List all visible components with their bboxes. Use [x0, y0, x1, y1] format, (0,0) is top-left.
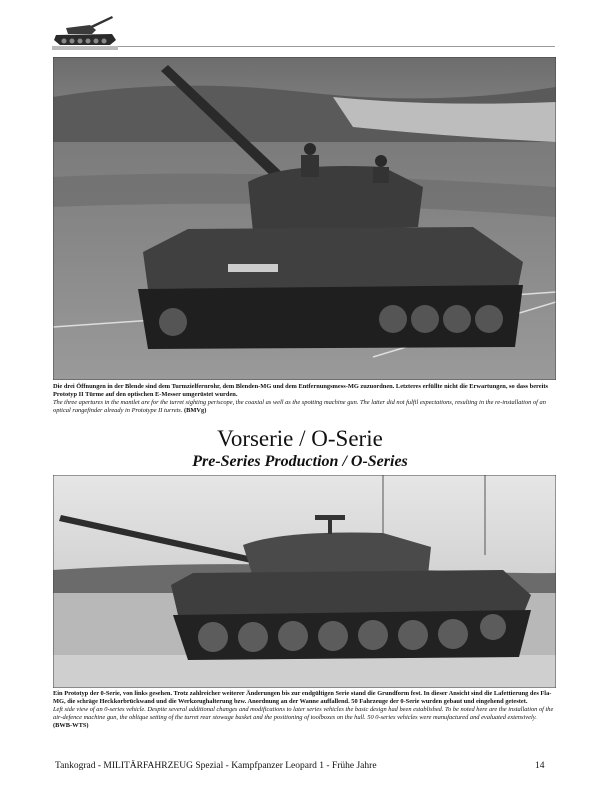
caption-english-text: Left side view of an 0-series vehicle. Despite several additional changes and modifications to later series vehicles the basic design had been established. To be noted here are the installation of the air-defence machine gun, the oblique setting of the turret rear stowage basket and the positioning of toolboxes on the hull. 50 0-series vehicles were manufactured and evaluated extensively. [53, 706, 554, 722]
section-subtitle: Pre-Series Production / O-Series [192, 453, 408, 470]
footer-publication: Tankograd - MILITÄRFAHRZEUG Spezial - Kampfpanzer Leopard 1 - Frühe Jahre [55, 761, 377, 771]
caption-english [53, 706, 556, 730]
tank-logo-icon [52, 8, 118, 50]
page-number: 14 [535, 761, 545, 771]
caption-german: Die drei Öffnungen in der Blende sind dem Turmzielfernrohr, dem Blenden-MG und dem Entfernungsmess-MG zuzuordnen. Letzteres erfüllte nicht die Erwartungen, so dass bereits Prototyp II Türme auf den optischen E-Messer umgerüstet wurden. [53, 383, 548, 399]
photo-caption-bottom [53, 690, 556, 730]
photo-caption-top [53, 383, 556, 415]
photo-credit: (BMVg) [184, 407, 207, 415]
photo-credit: (BWB-WTS) [53, 722, 89, 730]
caption-german: Ein Prototyp der 0-Serie, von links gesehen. Trotz zahlreicher weiterer Änderungen bis zur endgültigen Serie stand die Grundform fest. In dieser Ansicht sind die Lafettierung des Fla-MG, die schräge Heckkorbrückwand und die Werkzeughalterung bzw. Anordnung an der Wanne auffallend. 50 Fahrzeuge der 0-Serie wurden gebaut und eingehend getestet. [53, 690, 552, 706]
caption-english [53, 399, 556, 415]
tank-photo-side [53, 475, 556, 688]
header-rule [118, 46, 555, 47]
section-title: Vorserie / O-Serie [217, 426, 383, 451]
tank-photo-front [53, 57, 556, 380]
caption-english-text: The three apertures in the mantlet are for the turret sighting periscope, the coaxial as well as the spotting machine gun. The latter did not fulfil expectations, resulting in the re-installation of an optical rangefinder already in Prototype II turrets. [53, 399, 546, 415]
